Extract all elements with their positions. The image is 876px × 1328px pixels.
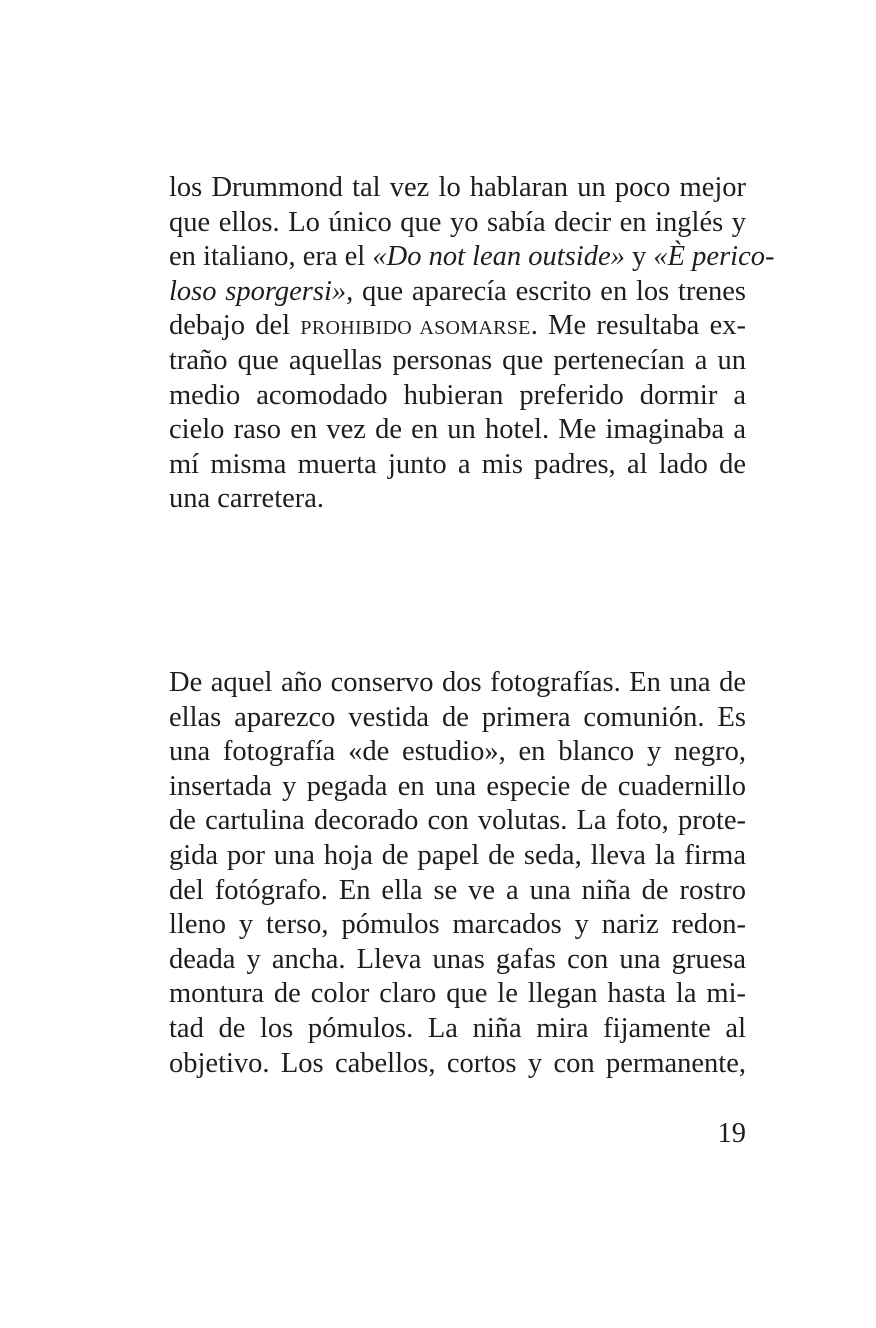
text-line: los Drummond tal vez lo hablaran un poco mejor	[169, 172, 746, 203]
text-line: De aquel año conservo dos fotografías. En una de	[169, 667, 746, 698]
text-line: lleno y terso, pómulos marcados y nariz redon-	[169, 909, 746, 941]
text-segment: . Me resultaba ex-	[530, 310, 746, 342]
italic-quote: loso sporgersi»,	[169, 275, 354, 307]
text-line: una fotografía «de estudio», en blanco y negro,	[169, 736, 746, 768]
text-line: gida por una hoja de papel de seda, lleva la firma	[169, 839, 746, 871]
text-line: cielo raso en vez de en un hotel. Me imaginaba a	[169, 414, 746, 446]
paragraph-1	[169, 171, 775, 517]
text-line: traño que aquellas personas que pertenecían a un	[169, 344, 746, 376]
page-number: 19	[717, 1118, 746, 1149]
text-line: de cartulina decorado con volutas. La foto, prote-	[169, 805, 746, 837]
text-line: que ellos. Lo único que yo sabía decir en inglés y	[169, 206, 746, 238]
small-caps-sign-text: PROHIBIDO ASOMARSE	[300, 317, 531, 340]
text-line: insertada y pegada en una especie de cuadernillo	[169, 770, 746, 802]
text-line	[169, 309, 746, 344]
paragraph-2	[169, 666, 746, 1081]
text-line: objetivo. Los cabellos, cortos y con permanente,	[169, 1047, 746, 1079]
text-line: medio acomodado hubieran preferido dormir a	[169, 379, 746, 411]
text-line: ellas aparezco vestida de primera comunión. Es	[169, 701, 746, 733]
text-line: tad de los pómulos. La niña mira fijamente al	[169, 1012, 746, 1044]
text-line	[169, 240, 775, 275]
text-segment: debajo del	[169, 310, 291, 342]
italic-quote: «È perico-	[653, 241, 775, 273]
text-line: del fotógrafo. En ella se ve a una niña de rostro	[169, 874, 746, 906]
text-line	[169, 275, 746, 310]
text-segment: en italiano, era el	[169, 241, 366, 273]
text-segment: y	[632, 241, 647, 273]
text-segment: que aparecía escrito en los trenes	[362, 275, 746, 307]
text-line: mí misma muerta junto a mis padres, al lado de	[169, 448, 746, 480]
text-line: deada y ancha. Lleva unas gafas con una gruesa	[169, 943, 746, 975]
italic-quote: «Do not lean outside»	[372, 241, 625, 273]
text-line: una carretera.	[169, 483, 325, 515]
text-line: montura de color claro que le llegan hasta la mi-	[169, 978, 746, 1010]
